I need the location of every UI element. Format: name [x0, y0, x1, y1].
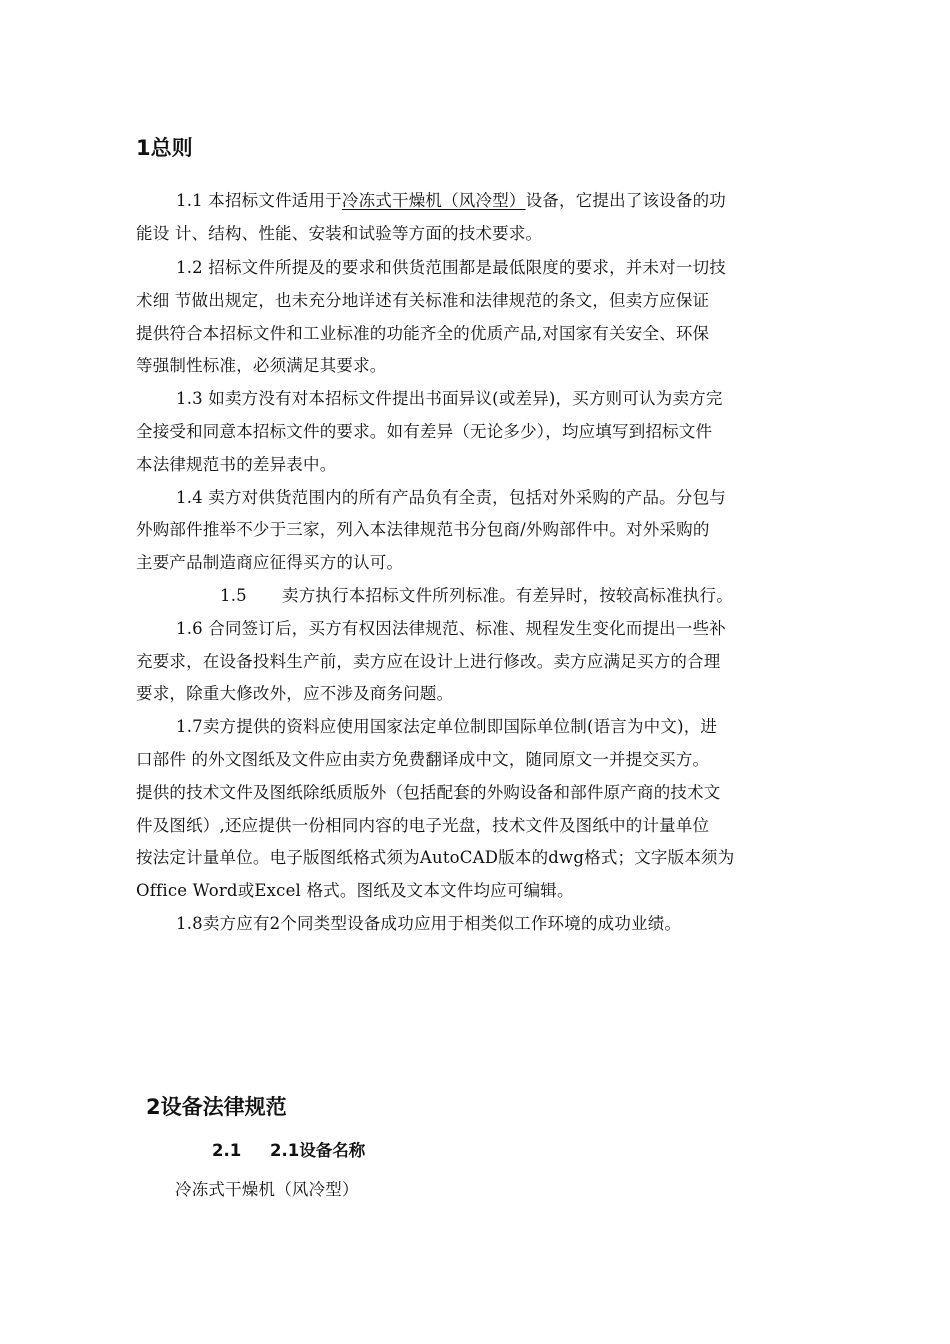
para-1-2-line-3: 提供符合本招标文件和工业标准的功能齐全的优质产品,对国家有关安全、环保: [136, 324, 710, 343]
para-1-4-line-3: 主要产品制造商应征得买方的认可。: [136, 553, 404, 572]
para-1-1-line-2: 能设 计、结构、性能、安装和试验等方面的技术要求。: [136, 224, 543, 243]
para-1-7-line-1: 1.7卖方提供的资料应使用国家法定单位制即国际单位制(语言为中文)，进: [176, 717, 718, 736]
subsection-2-1-title: 2.1设备名称: [270, 1141, 366, 1160]
para-1-7-line-2: 口部件 的外文图纸及文件应由卖方免费翻译成中文，随同原文一并提交买方。: [136, 750, 710, 769]
para-1-1-line-1: [176, 193, 726, 210]
para-1-7-line-6: Office Word或Excel 格式。图纸及文本文件均应可编辑。: [136, 881, 574, 900]
para-1-3-line-1: 1.3 如卖方没有对本招标文件提出书面异议(或差异)，买方则可认为卖方完: [176, 389, 723, 408]
para-1-5-number: 1.5: [220, 586, 247, 605]
para-1-3-line-3: 本法律规范书的差异表中。: [136, 455, 337, 474]
subsection-2-1-number: 2.1: [212, 1141, 242, 1160]
para-1-4-line-2: 外购部件推举不少于三家，列入本法律规范书分包商/外购部件中。对外采购的: [136, 520, 710, 539]
para-1-2-line-2: 术细 节做出规定，也未充分地详述有关标准和法律规范的条文，但卖方应保证: [136, 291, 710, 310]
para-1-8-line-1: 1.8卖方应有2个同类型设备成功应用于相类似工作环境的成功业绩。: [176, 914, 682, 933]
para-1-7-line-4: 件及图纸）,还应提供一份相同内容的电子光盘，技术文件及图纸中的计量单位: [136, 816, 710, 835]
para-1-4-line-1: 1.4 卖方对供货范围内的所有产品负有全责，包括对外采购的产品。分包与: [176, 488, 726, 507]
para-1-2-line-4: 等强制性标准，必须满足其要求。: [136, 356, 387, 375]
para-1-6-line-3: 要求，除重大修改外，应不涉及商务问题。: [136, 684, 454, 703]
section-2-title: 2设备法律规范: [146, 1095, 287, 1119]
para-1-6-line-1: 1.6 合同签订后，买方有权因法律规范、标准、规程发生变化而提出一些补: [176, 619, 726, 638]
device-name: 冷冻式干燥机（风冷型）: [175, 1180, 359, 1199]
para-1-2-line-1: 1.2 招标文件所提及的要求和供货范围都是最低限度的要求，并未对一切技: [176, 258, 726, 277]
para-1-1-prefix: 1.1 本招标文件适用于: [176, 191, 342, 210]
para-1-1-suffix: 设备，它提出了该设备的功: [525, 191, 726, 210]
section-1-title: 1总则: [136, 136, 193, 160]
para-1-3-line-2: 全接受和同意本招标文件的要求。如有差异（无论多少），均应填写到招标文件: [136, 422, 713, 441]
para-1-6-line-2: 充要求，在设备投料生产前，卖方应在设计上进行修改。卖方应满足买方的合理: [136, 652, 721, 671]
para-1-7-line-3: 提供的技术文件及图纸除纸质版外（包括配套的外购设备和部件原产商的技术文: [136, 783, 721, 802]
para-1-7-line-5: 按法定计量单位。电子版图纸格式须为AutoCAD版本的dwg格式；文字版本须为: [136, 848, 735, 867]
product-name-underlined: 冷冻式干燥机（风冷型）: [341, 191, 526, 210]
para-1-5-text: 卖方执行本招标文件所列标准。有差异时，按较高标准执行。: [282, 586, 733, 605]
